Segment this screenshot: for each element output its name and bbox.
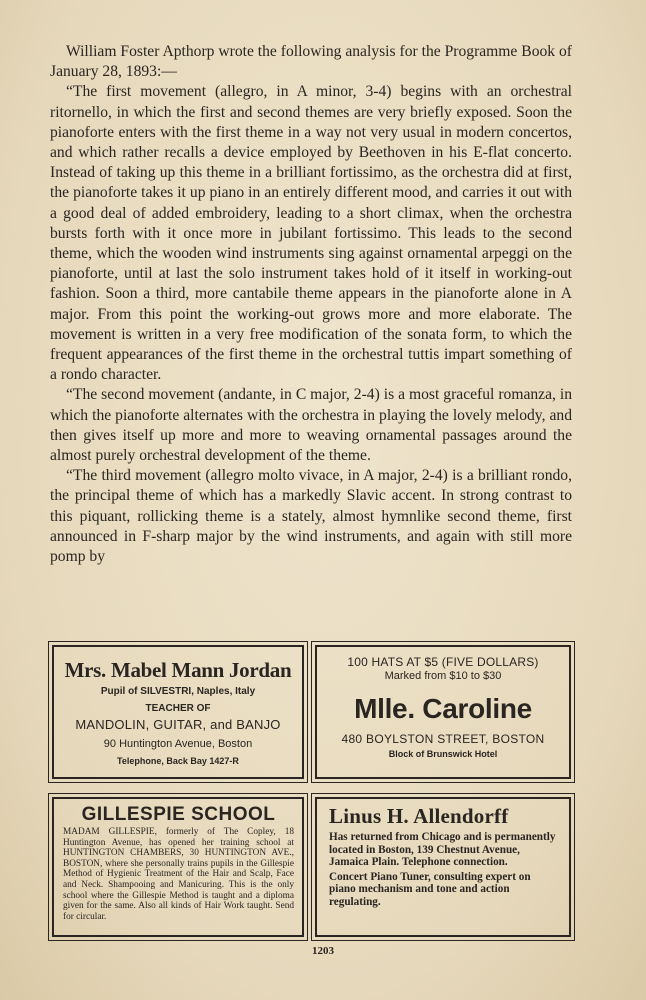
ad-jordan-telephone: Telephone, Back Bay 1427-R bbox=[117, 756, 239, 766]
ad-mlle-caroline bbox=[315, 645, 571, 779]
article-paragraph-second-movement: “The second movement (andante, in C major, 2-4) is a most graceful romanza, in which the pianoforte alternates with the orchestra in playing the lovely melody, and then gives itself up more and more to weaving ornamental passages around the almost purely orchestral development of the theme. bbox=[50, 386, 572, 465]
ad-jordan-address: 90 Huntington Avenue, Boston bbox=[103, 738, 253, 750]
article-paragraph-third-movement: “The third movement (allegro molto vivace, in A major, 2-4) is a brilliant rondo, the principal theme of which has a markedly Slavic accent. In strong contrast to this piquant, rollicking theme is a stately, almost hymnlike second theme, first announced in F-sharp major by the wind instruments, and again with still more pomp by bbox=[50, 467, 572, 566]
ad-mabel-mann-jordan bbox=[52, 645, 304, 779]
article-paragraph-intro: William Foster Apthorp wrote the following analysis for the Programme Book of January 28, 1893:— bbox=[50, 43, 572, 81]
ad-allendorff-body-1: Has returned from Chicago and is permanently located in Boston, 139 Chestnut Avenue, Jamaica Plain. Telephone connection. bbox=[329, 831, 556, 869]
ad-caroline-hats: 100 HATS AT $5 (FIVE DOLLARS) bbox=[347, 655, 539, 669]
ad-caroline-block: Block of Brunswick Hotel bbox=[388, 749, 498, 759]
ad-caroline-address: 480 BOYLSTON STREET, BOSTON bbox=[341, 732, 545, 746]
ad-jordan-teacher: TEACHER OF bbox=[145, 703, 211, 714]
ad-jordan-instruments: MANDOLIN, GUITAR, and BANJO bbox=[75, 717, 281, 732]
article-paragraph-first-movement: “The first movement (allegro, in A minor, 3-4) begins with an orchestral ritornello, in which the first and second themes are very briefly exposed. Soon the pianoforte enters with the first theme in a way not very usual in modern concertos, and which rather recalls a device employed by Beethoven in his E-flat concerto. Instead of taking up this theme in a brilliant fortissimo, as the orchestra did at first, the pianoforte takes it up piano in an entirely different mood, and carries it out with a good deal of added embroidery, leading to a short climax, when the orchestra bursts forth with it once more in jubilant fortissimo. This leads to the second theme, which the wooden wind instruments sing against ornamental arpeggi on the pianoforte, until at last the solo instrument takes hold of it itself in working-out fashion. Soon a third, more cantabile theme appears in the pianoforte alone in A major. From this point the working-out grows more and more elaborate. The movement is written in a very free modification of the sonata form, to which the frequent appearances of the first theme in the orchestral tuttis impart something of a rondo character. bbox=[50, 83, 572, 384]
article bbox=[50, 42, 572, 567]
ad-allendorff-body-2: Concert Piano Tuner, consulting expert on piano mechanism and tone and action regulating. bbox=[329, 870, 531, 908]
ad-allendorff-title: Linus H. Allendorff bbox=[329, 804, 509, 828]
page-number: 1203 bbox=[312, 945, 334, 957]
ad-caroline-marked: Marked from $10 to $30 bbox=[384, 670, 502, 682]
ad-gillespie-school bbox=[52, 797, 304, 937]
ad-linus-allendorff bbox=[315, 797, 571, 937]
ad-caroline-brand: Mlle. Caroline bbox=[354, 693, 532, 724]
ad-gillespie-title: GILLESPIE SCHOOL bbox=[81, 804, 276, 825]
ad-gillespie-body: MADAM GILLESPIE, formerly of The Copley, 18 Huntington Avenue, has opened her training school at HUNTINGTON CHAMBERS, 30 HUNTINGTON AVE., BOSTON, where she personally trains pupils in the Gillespie Method of Hygienic Treatment of the Hair and Scalp, Face and Neck. Shampooing and Manicuring. This is the only school where the Gillespie Method is taught and a diploma given for the same. Also all kinds of Hair Work taught. Send for circular. bbox=[63, 827, 294, 922]
ad-jordan-pupil: Pupil of SILVESTRI, Naples, Italy bbox=[100, 686, 256, 697]
ad-jordan-name: Mrs. Mabel Mann Jordan bbox=[64, 658, 292, 682]
